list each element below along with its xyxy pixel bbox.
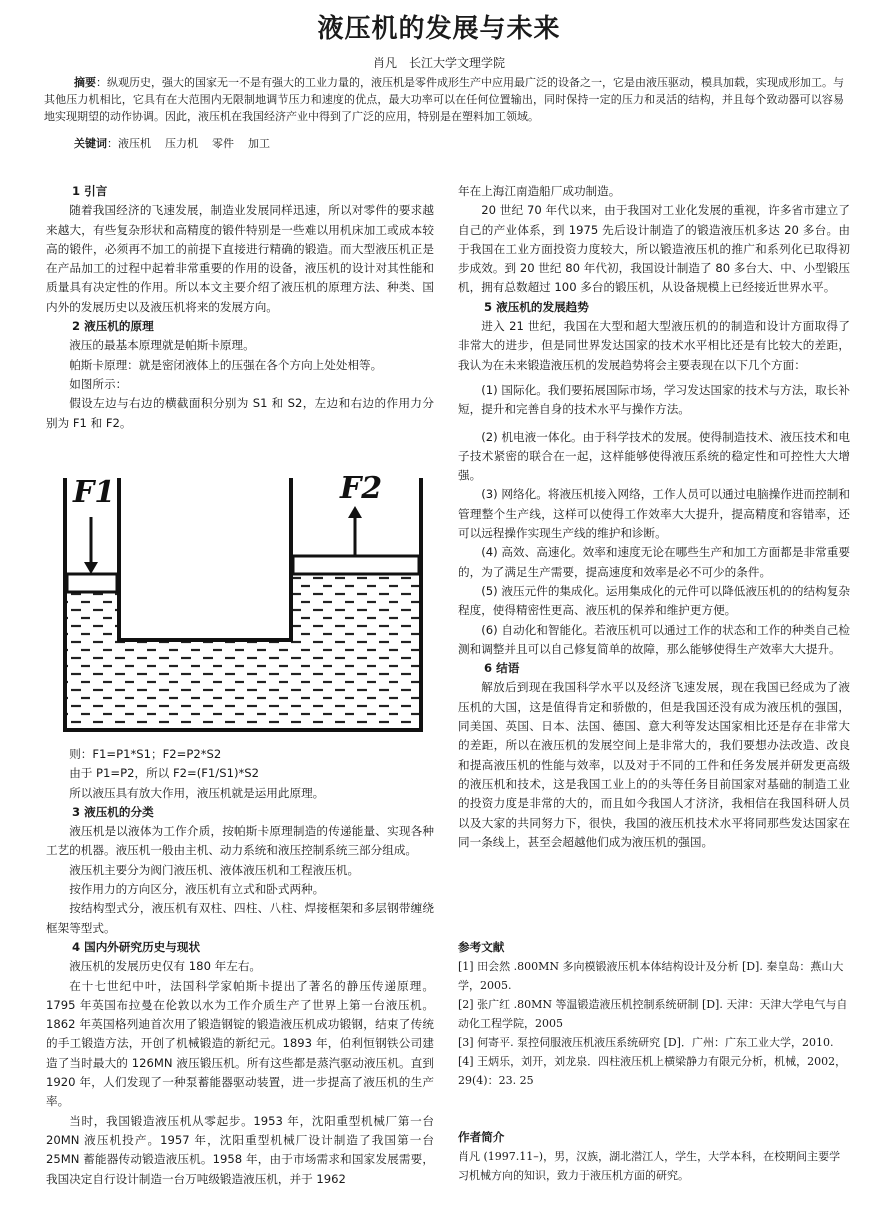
bio-text: 肖凡 (1997.11–)，男，汉族，湖北潜江人，学生，大学本科，在校期间主要学习机械方向的知识，致力于液压机方面的研究。 [458,1150,841,1182]
trend-item: (3) 网络化。将液压机接入网络，工作人员可以通过电脑操作进而控制和管理整个生产线，这样可以使得工作效率大大提升，提高精度和容错率，还可以远程操作实现生产线的维护和诊断。 [458,487,850,541]
equation-line: 则：F1=P1*S1；F2=P2*S2 [69,747,222,761]
left-column-top [46,182,434,433]
section-heading: 5 液压机的发展趋势 [484,299,589,314]
keyword: ：液压机 [107,137,151,150]
right-column [458,182,850,852]
bio-heading: 作者简介 [458,1130,505,1144]
equation-line: 由于 P1=P2，所以 F2=(F1/S1)*S2 [69,766,260,781]
paragraph: 液压的最基本原理就是帕斯卡原理。 [69,338,255,353]
hydraulic-press-diagram [47,462,439,744]
section-heading: 3 液压机的分类 [72,804,154,819]
paragraph: 解放后到现在我国科学水平以及经济飞速发展，现在我国已经成为了液压机的大国，这是值得肯定和骄傲的，但是我国还没有成为液压机的强国，同美国、英国、日本、法国、德国、意大利等发达国家相比还是存在非常大的差距，所以在液压机的发展空间上是非常大的，我们要想办法改造、改良和提高液压机的性能与效率，以及对于不同的工件和任务发展并研发更高级的液压机和技术，这是我国工业上的的头等任务目前国家对基础的制造工业的投资力度是非常的大的，而且如今我国人才济济，我相信在我国科研人员以及大家的共同努力下，很快，我国的液压机技术水平将同那些发达国家在同一条线上，甚至会超越他们成为液压机的强国。 [458,680,850,849]
section-heading: 1 引言 [72,184,108,198]
paragraph: 按结构型式分，液压机有双柱、四柱、八柱、焊接框架和多层钢带缠绕框架等型式。 [46,901,434,935]
section-heading: 4 国内外研究历史与现状 [72,939,201,954]
author-line: 肖凡 长江大学文理学院 [372,56,505,70]
keyword: 加工 [248,137,270,150]
paragraph: 按作用力的方向区分，液压机有立式和卧式两种。 [69,882,325,897]
pascal-figure [47,462,439,744]
trend-item: (4) 高效、高速化。效率和速度无论在哪些生产和加工方面都是非常重要的，为了满足生产需要，提高速度和效率是必不可少的条件。 [458,545,850,579]
paragraph: 所以液压具有放大作用，液压机就是运用此原理。 [69,785,325,800]
left-column-bottom [46,745,434,1189]
abstract [44,74,844,125]
abstract-text: ：纵观历史，强大的国家无一不是有强大的工业力量的，液压机是零件成形生产中应用最广泛的设备之一，它是由液压驱动，模具加载，实现成形加工。与其他压力机相比，它具有在大范围内无限制地调节压力和速度的优点，最大功率可以在任何位置输出，同时保持一定的压力和灵活的结构，并且每个致动器可以容易地实现期望的动作协调。因此，液压机在我国经济产业中得到了广泛的应用，特别是在塑料加工领域。 [44,76,844,123]
paragraph: 液压机的发展历史仅有 180 年左右。 [69,959,262,974]
paragraph: 20 世纪 70 年代以来，由于我国对工业化发展的重视，许多省市建立了自己的产业体系，到 1975 先后设计制造了的锻造液压机多达 20 多台。由于我国在工业方面投资力度较大，所以锻造液压机的推广和系列化已取得初步成效。到 20 世纪 80 年代初，我国设计制造了 80 多台大、中、小型锻压机，拥有总数超过 100 多台的锻压机，从设备规模上已经接近世界水平。 [458,203,850,295]
paragraph: 随着我国经济的飞速发展，制造业发展同样迅速，所以对零件的要求越来越大，有些复杂形状和高精度的锻件特别是一些难以用机床加工或成本较高的锻件，必须再不加工的前提下直接进行精确的锻造。而大型液压机正是在产品加工的过程中起着非常重要的作用的设备，液压机的设计对其性能和质量具有决定性的作用。所以本文主要介绍了液压机的原理方法、种类、国内外的发展历史以及液压机将来的发展方向。 [46,203,434,314]
force-f2-label: F2 [340,471,383,506]
trend-item: (2) 机电液一体化。由于科学技术的发展。使得制造技术、液压技术和电子技术紧密的联合在一起，这样能够使得液压系统的稳定性和可控性大大增强。 [458,429,850,483]
paragraph: 液压机主要分为阀门液压机、液体液压机和工程液压机。 [69,862,360,877]
paragraph: 进入 21 世纪，我国在大型和超大型液压机的的制造和设计方面取得了非常大的进步，但是同世界发达国家的技术水平相比还是有比较大的差距，我认为在未来锻造液压机的发展趋势将会主要表现在以下几个方面： [458,319,850,372]
author-bio [458,1128,850,1185]
paragraph: 液压机是以液体为工作介质，按帕斯卡原理制造的传递能量、实现各种工艺的机器。液压机一般由主机、动力系统和液压控制系统三部分组成。 [46,824,434,858]
references-heading: 参考文献 [458,940,505,954]
reference-item: [1] 田会然 .800MN 多向模锻液压机本体结构设计及分析 [D]. 秦皇岛：燕山大学，2005. [458,960,844,992]
section-heading: 2 液压机的原理 [72,319,154,334]
trend-item: (1) 国际化。我们要拓展国际市场，学习发达国家的技术与方法，取长补短，提升和完善自身的技术水平与操作方法。 [458,382,850,417]
force-f1-label: F1 [73,475,116,510]
reference-item: [2] 张广红 .80MN 等温锻造液压机控制系统研制 [D]. 天津：天津大学电气与自动化工程学院，2005 [458,998,848,1030]
paragraph: 在十七世纪中叶，法国科学家帕斯卡提出了著名的静压传递原理。1795 年英国布拉曼在伦敦以水为工作介质生产了世界上第一台液压机。1862 年英国格列迪首次用了锻造钢锭的锻造液压机成功锻钢，结束了传统的手工锻造方法，开创了机械锻造的新纪元。1893 年，伯利恒钢铁公司建造了当时最大的 126MN 液压锻压机。所有这些都是蒸汽驱动液压机。直到 1920 年，人们发现了一种泵蓄能器驱动装置，进一步提高了液压机的生产率。 [46,978,434,1109]
reference-item: [3] 何寄平. 泵控伺服液压机液压系统研究 [D]．广州：广东工业大学，2010. [458,1036,834,1049]
abstract-label: 摘要 [74,76,96,89]
section-heading: 6 结语 [484,661,520,676]
reference-item: [4] 王炳乐，刘开，刘龙泉．四柱液压机上横梁静力有限元分析，机械，2002，29(4)：23. 25 [458,1055,847,1087]
references [458,938,850,1090]
trend-item: (6) 自动化和智能化。若液压机可以通过工作的状态和工作的种类自己检测和调整并且可以自己修复简单的故障，那么能够使得生产效率大大提升。 [458,622,850,656]
paragraph: 假设左边与右边的横截面积分别为 S1 和 S2，左边和右边的作用力分别为 F1 和 F2。 [46,396,434,430]
keyword: 零件 [212,137,234,150]
paragraph: 如图所示： [69,376,128,391]
paragraph: 当时，我国锻造液压机从零起步。1953 年，沈阳重型机械厂第一台 20MN 液压机投产。1957 年，沈阳重型机械厂设计制造了我国第一台 25MN 蓄能器传动锻造液压机。1958 年，由于市场需求和国家发展需要，我国决定自行设计制造一台万吨级锻造液压机，并于 1962 [46,1113,434,1186]
paragraph: 年在上海江南造船厂成功制造。 [458,184,621,198]
trend-item: (5) 液压元件的集成化。运用集成化的元件可以降低液压机的的结构复杂程度，使得精密性更高、液压机的保养和维护更方便。 [458,583,850,618]
keywords [74,135,284,151]
keyword: 压力机 [165,137,198,150]
paper-title: 液压机的发展与未来 [317,14,561,44]
keywords-label: 关键词 [74,137,107,150]
paragraph: 帕斯卡原理：就是密闭液体上的压强在各个方向上处处相等。 [69,357,383,372]
